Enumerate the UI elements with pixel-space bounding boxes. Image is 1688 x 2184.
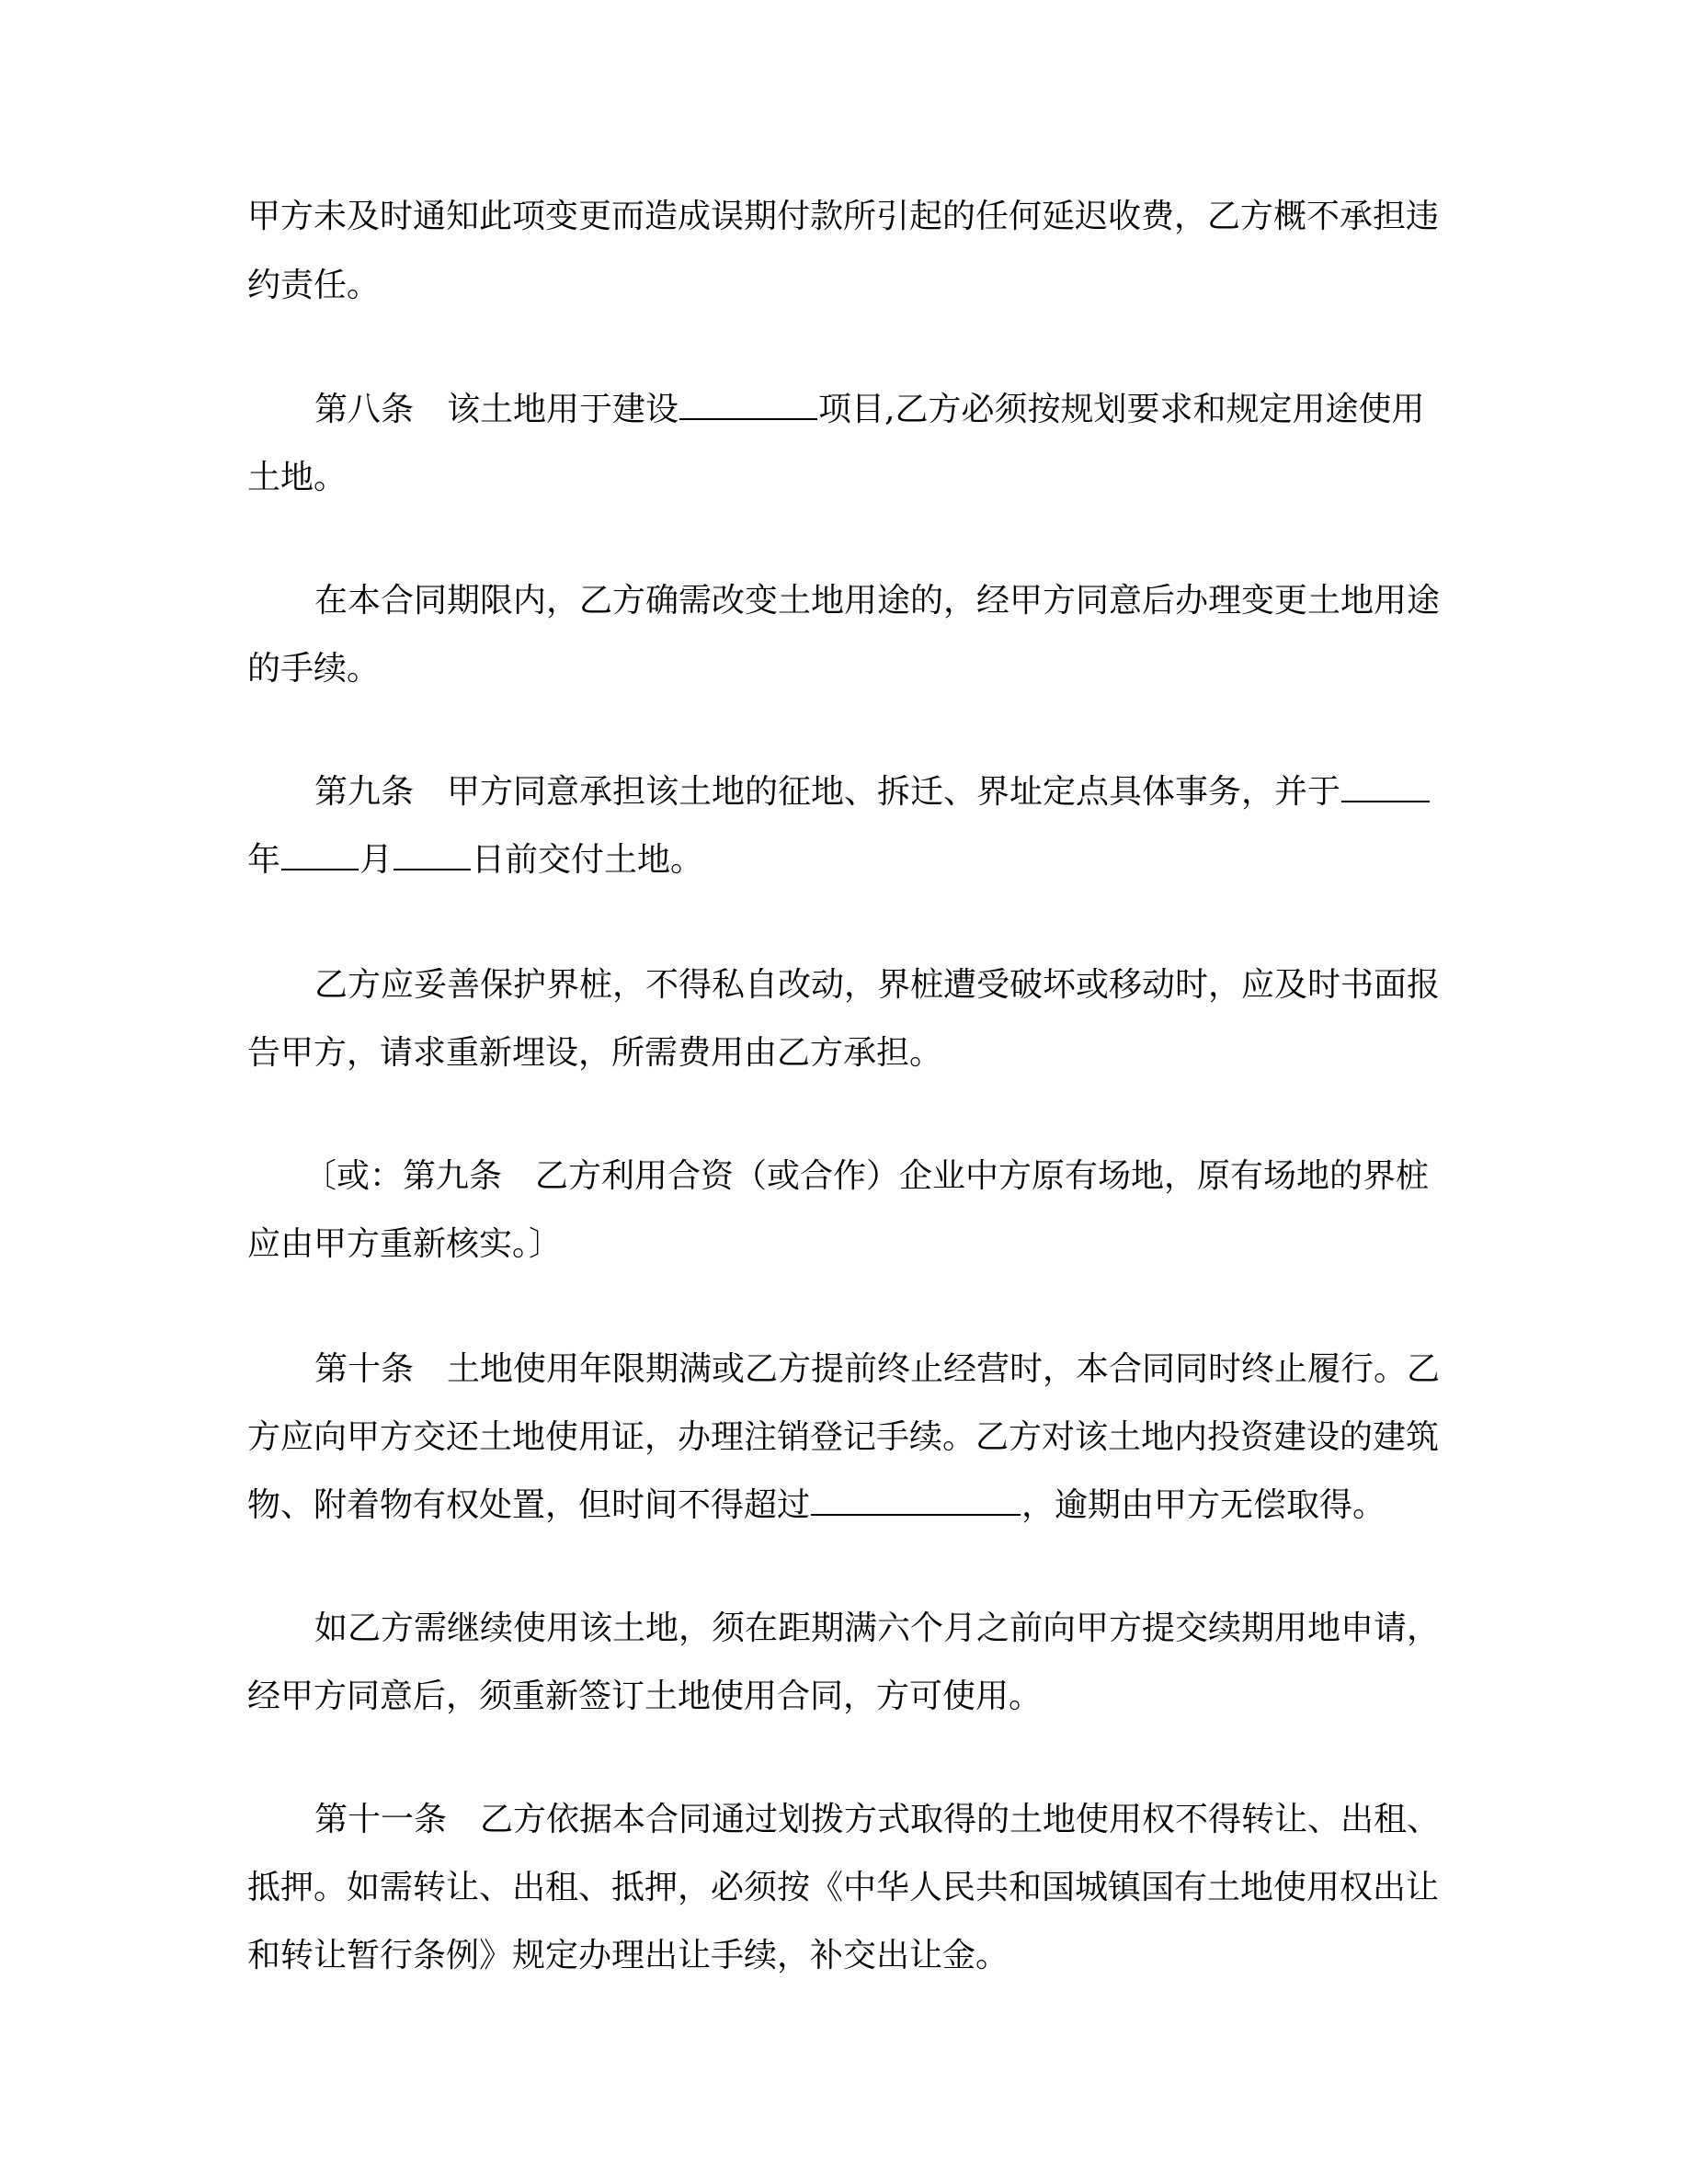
paragraph-1-line-1: 甲方未及时通知此项变更而造成误期付款所引起的任何延迟收费，乙方概不承担违 <box>247 198 1440 235</box>
article-9-line-2-rest: 日前交付土地。 <box>472 841 704 879</box>
article-9-text: 甲方同意承担该土地的征地、拆迁、界址定点具体事务，并于 <box>447 773 1341 811</box>
article-10-line-3-a: 物、附着物有权处置，但时间不得超过 <box>247 1486 811 1524</box>
paragraph-3-line-2: 的手续。 <box>247 650 381 688</box>
month-label: 月 <box>359 841 393 879</box>
day-blank <box>393 837 471 870</box>
paragraph-5-line-1: 乙方应妥善保护界桩，不得私自改动，界桩遭受破坏或移动时，应及时书面报 <box>314 966 1441 1004</box>
year-blank <box>1341 769 1430 802</box>
article-9-label: 第九条 <box>314 773 415 811</box>
article-10-line-3-b: ，逾期由甲方无偿取得。 <box>1021 1486 1386 1524</box>
paragraph-1-line-2: 约责任。 <box>247 267 381 304</box>
article-11-text: 乙方依据本合同通过划拨方式取得的土地使用权不得转让、出租、 <box>480 1801 1441 1838</box>
article-10-line-2: 方应向甲方交还土地使用证，办理注销登记手续。乙方对该土地内投资建设的建筑 <box>247 1418 1440 1456</box>
disposal-period-blank <box>811 1483 1021 1516</box>
year-label: 年 <box>247 841 281 879</box>
paragraph-5-line-2: 告甲方，请求重新埋设，所需费用由乙方承担。 <box>247 1034 943 1072</box>
article-11-label: 第十一条 <box>314 1801 448 1838</box>
article-11-line-3: 和转让暂行条例》规定办理出让手续，补交出让金。 <box>247 1937 1009 1974</box>
article-10-line-1 <box>314 1346 1510 1393</box>
article-11-line-2: 抵押。如需转让、出租、抵押，必须按《中华人民共和国城镇国有土地使用权出让 <box>247 1869 1440 1906</box>
month-blank <box>281 837 359 870</box>
alternative-article-9-line-2: 应由甲方重新核实。〕 <box>247 1225 563 1263</box>
article-8-line-1 <box>314 386 1510 434</box>
article-11-line-1 <box>314 1796 1510 1844</box>
article-10-text: 土地使用年限期满或乙方提前终止经营时，本合同同时终止履行。乙 <box>447 1350 1441 1388</box>
alternative-article-9-text: 乙方利用合资（或合作）企业中方原有场地，原有场地的界桩 <box>535 1157 1430 1195</box>
alternative-article-9-prefix: 〔或：第九条 <box>303 1157 503 1195</box>
paragraph-8-line-2: 经甲方同意后，须重新签订土地使用合同，方可使用。 <box>247 1678 1043 1715</box>
article-8-text-a: 该土地用于建设 <box>447 391 679 428</box>
article-10-label: 第十条 <box>314 1350 415 1388</box>
alternative-article-9-line-1 <box>303 1153 1499 1200</box>
paragraph-8-line-1: 如乙方需继续使用该土地，须在距期满六个月之前向甲方提交续期用地申请， <box>314 1610 1441 1647</box>
article-8-line-2: 土地。 <box>247 459 348 496</box>
article-10-line-3 <box>247 1482 1443 1530</box>
article-9-line-2 <box>247 836 1443 884</box>
paragraph-3-line-1: 在本合同期限内，乙方确需改变土地用途的，经甲方同意后办理变更土地用途 <box>314 582 1441 620</box>
article-8-text-b: 项目,乙方必须按规划要求和规定用途使用 <box>818 391 1425 428</box>
article-8-label: 第八条 <box>314 391 415 428</box>
article-9-line-1 <box>314 768 1510 816</box>
project-name-blank <box>679 387 817 420</box>
